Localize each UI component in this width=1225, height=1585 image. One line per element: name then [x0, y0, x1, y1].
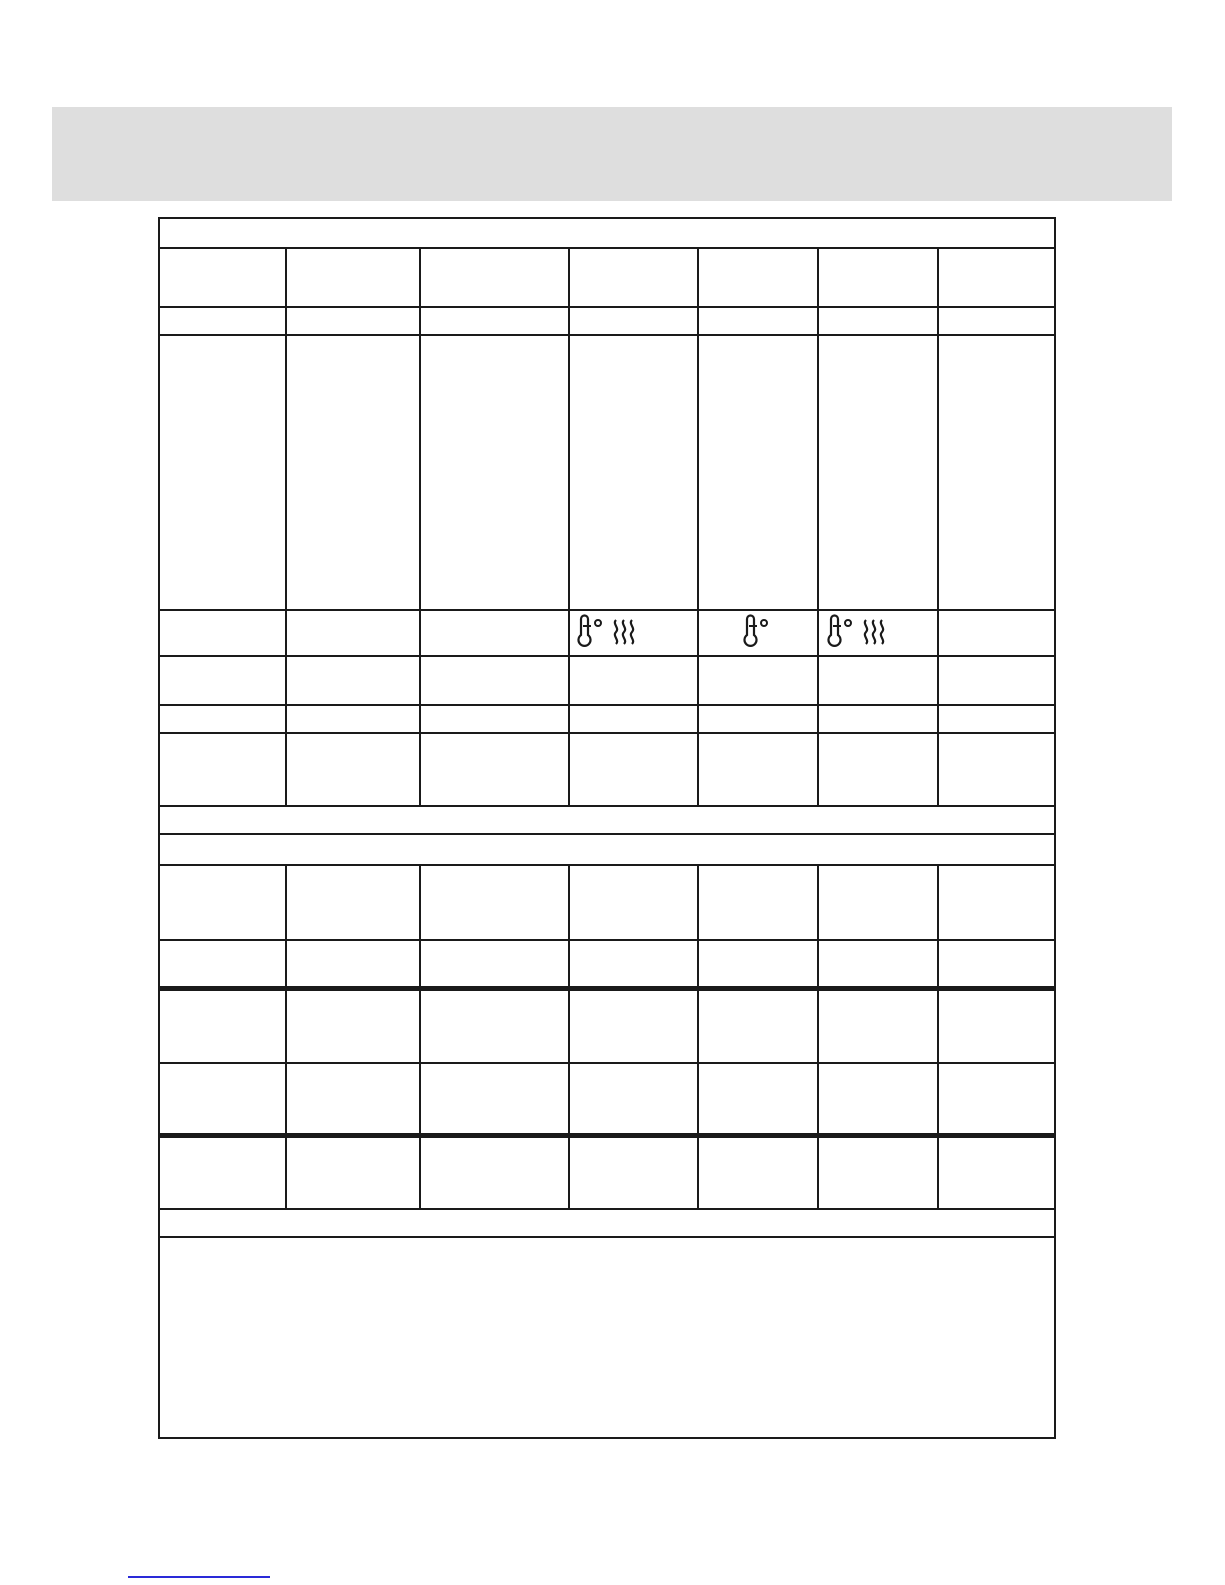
col-divider	[817, 247, 819, 805]
col-divider	[697, 864, 699, 1208]
col-divider	[419, 864, 421, 1208]
thermometer-icon	[574, 614, 604, 650]
symbol-cell	[740, 612, 770, 652]
row-divider	[160, 609, 1054, 611]
col-divider	[817, 864, 819, 1208]
row-divider	[160, 1236, 1054, 1238]
thermometer-icon	[740, 614, 770, 650]
row-divider	[160, 805, 1054, 807]
row-divider-thick	[160, 986, 1054, 991]
row-divider	[160, 864, 1054, 866]
row-divider-thick	[160, 1133, 1054, 1138]
col-divider	[568, 864, 570, 1208]
thermometer-icon	[824, 614, 854, 650]
heat-waves-icon	[860, 614, 894, 650]
col-divider	[285, 247, 287, 805]
row-divider	[160, 306, 1054, 308]
program-table	[158, 217, 1056, 1439]
row-divider	[160, 1208, 1054, 1210]
col-divider	[697, 247, 699, 805]
header-band	[52, 107, 1172, 201]
row-divider	[160, 939, 1054, 941]
col-divider	[568, 247, 570, 805]
row-divider	[160, 247, 1054, 249]
col-divider	[937, 247, 939, 805]
row-divider	[160, 704, 1054, 706]
symbol-cell	[824, 612, 894, 652]
footer-link[interactable]	[128, 1576, 270, 1578]
row-divider	[160, 833, 1054, 835]
row-divider	[160, 1062, 1054, 1064]
heat-waves-icon	[610, 614, 644, 650]
row-divider	[160, 655, 1054, 657]
row-divider	[160, 732, 1054, 734]
symbol-cell	[574, 612, 644, 652]
col-divider	[419, 247, 421, 805]
col-divider	[285, 864, 287, 1208]
col-divider	[937, 864, 939, 1208]
row-divider	[160, 334, 1054, 336]
